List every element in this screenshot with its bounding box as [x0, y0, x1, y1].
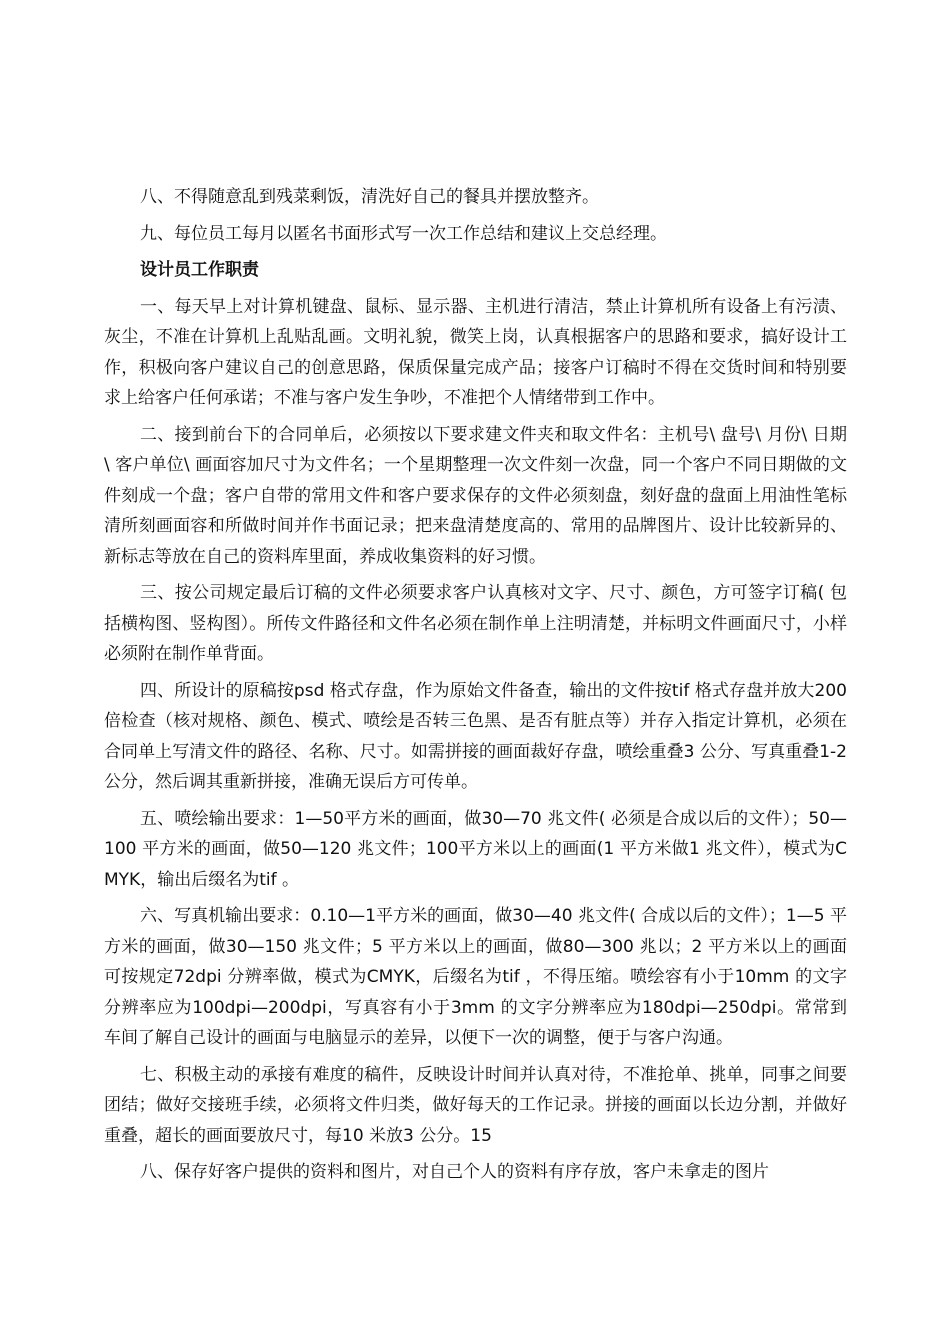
paragraph-duty-1: 一、每天早上对计算机键盘、鼠标、显示器、主机进行清洁，禁止计算机所有设备上有污渍、灰尘，不准在计算机上乱贴乱画。文明礼貌，微笑上岗，认真根据客户的思路和要求，搞好设计工作，积极向客户建议自己的创意思路，保质保量完成产品；接客户订稿时不得在交货时间和特别要求上给客户任何承诺；不准与客户发生争吵，不准把个人情绪带到工作中。	[104, 296, 847, 408]
paragraph-duty-7: 七、积极主动的承接有难度的稿件，反映设计时间并认真对待，不准抢单、挑单，同事之间要团结；做好交接班手续，必须将文件归类，做好每天的工作记录。拼接的画面以长边分割，并做好重叠，超长的画面要放尺寸，每10 米放3 公分。15	[104, 1064, 847, 1146]
paragraph-rule-9: 九、每位员工每月以匿名书面形式写一次工作总结和建议上交总经理。	[140, 223, 667, 244]
paragraph-duty-4: 四、所设计的原稿按psd 格式存盘，作为原始文件备查，输出的文件按tif 格式存盘并放大200倍检查（核对规格、颜色、模式、喷绘是否转三色黑、是否有脏点等）并存入指定计算机，必须在合同单上写清文件的路径、名称、尺寸。如需拼接的画面裁好存盘，喷绘重叠3 公分、写真重叠1-2 公分，然后调其重新拼接，准确无误后方可传单。	[104, 680, 847, 792]
paragraph-duty-6: 六、写真机输出要求：0.10—1平方米的画面，做30—40 兆文件( 合成以后的文件）；1—5 平方米的画面，做30—150 兆文件；5 平方米以上的画面，做80—300 兆以；2 平方米以上的画面可按规定72dpi 分辨率做，模式为CMYK，后缀名为tif ，不得压缩。喷绘容有小于10mm 的文字分辨率应为100dpi—200dpi，写真容有小于3mm 的文字分辨率应为180dpi—250dpi。常常到车间了解自己设计的画面与电脑显示的差异，以便下一次的调整，便于与客户沟通。	[104, 906, 847, 1048]
paragraph-duty-5: 五、喷绘输出要求：1—50平方米的画面，做30—70 兆文件( 必须是合成以后的文件）；50—100 平方米的画面，做50—120 兆文件；100平方米以上的画面(1 平方米做1 兆文件），模式为CMYK，输出后缀名为tif 。	[104, 808, 847, 890]
section-heading-designer-duties: 设计员工作职责	[140, 260, 259, 280]
paragraph-duty-2: 二、接到前台下的合同单后，必须按以下要求建文件夹和取文件名：主机号\ 盘号\ 月份\ 日期 \ 客户单位\ 画面容加尺寸为文件名；一个星期整理一次文件刻一次盘，同一个客户不同日期做的文件刻成一个盘；客户自带的常用文件和客户要求保存的文件必须刻盘，刻好盘的盘面上用油性笔标清所刻画面容和所做时间并作书面记录；把来盘清楚度高的、常用的品牌图片、设计比较新异的、新标志等放在自己的资料库里面，养成收集资料的好习惯。	[104, 424, 847, 567]
paragraph-rule-8: 八、不得随意乱到残菜剩饭，清洗好自己的餐具并摆放整齐。	[140, 187, 599, 207]
document-page	[104, 182, 847, 1194]
paragraph-duty-3: 三、按公司规定最后订稿的文件必须要求客户认真核对文字、尺寸、颜色，方可签字订稿( 包括横构图、竖构图）。所传文件路径和文件名必须在制作单上注明清楚，并标明文件画面尺寸，小样必须附在制作单背面。	[104, 583, 847, 664]
paragraph-duty-8: 八、保存好客户提供的资料和图片，对自己个人的资料有序存放，客户未拿走的图片	[140, 1162, 769, 1182]
